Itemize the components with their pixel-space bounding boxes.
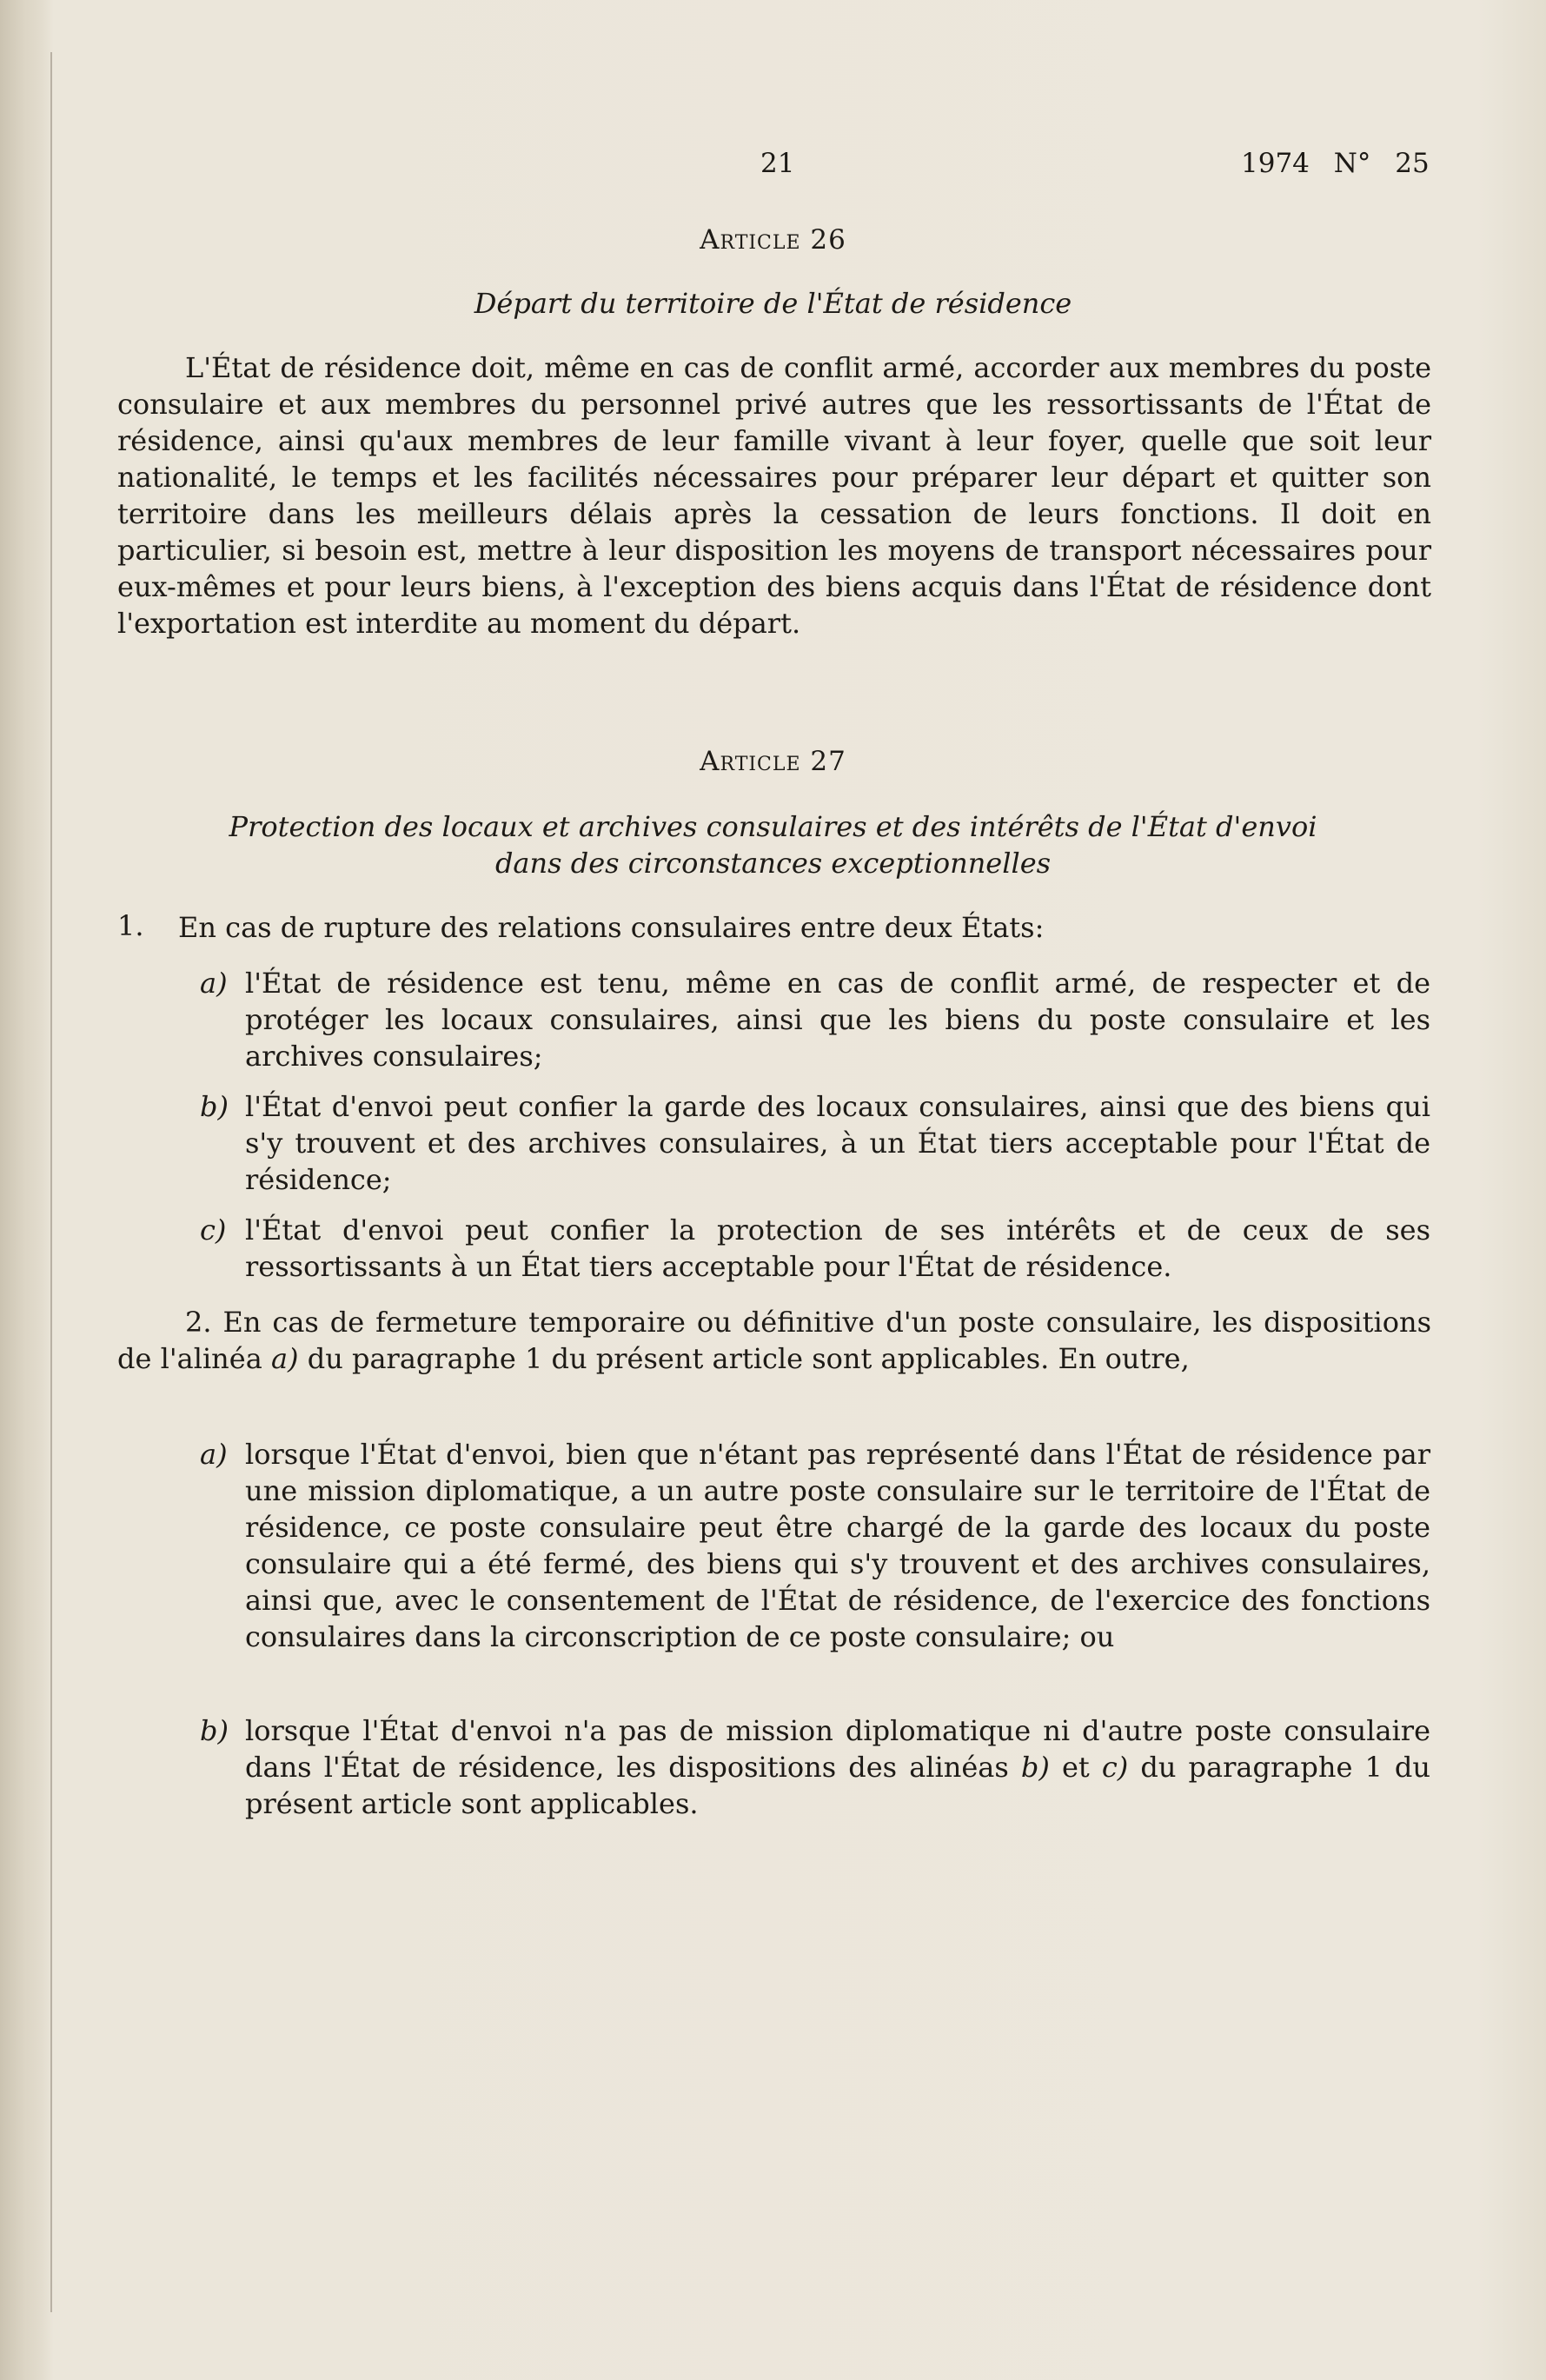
item-ref-2: c) <box>1101 1751 1129 1784</box>
paragraph-2-text-after: du paragraphe 1 du présent article sont applicables. En outre, <box>298 1342 1190 1375</box>
item-text: lorsque l'État d'envoi, bien que n'étant pas représenté dans l'État de résidence par une mission diplomatique, a un autre poste consulaire sur le territoire de l'État de résidence, ce poste consulaire peut être chargé de la garde des locaux du poste consulaire qui a été fermé, des biens qui s'y trouvent et des archives consulaires, ainsi que, avec le consentement de l'État de résidence, de l'exercice des fonctions consulaires dans la circonscription de ce poste consulaire; ou <box>245 1438 1430 1653</box>
item-text-before: lorsque l'État d'envoi n'a pas de mission diplomatique ni d'autre poste consulaire dans l'État de résidence, les dispositions des alinéas <box>245 1714 1430 1784</box>
paragraph-2-item-a <box>200 1436 1430 1655</box>
paragraph-2-text <box>117 1304 1431 1377</box>
paragraph-2-item-b <box>200 1712 1431 1822</box>
article-26-heading: Article 26 <box>700 224 846 256</box>
year-issue: 1974 N° 25 <box>1241 148 1430 179</box>
paragraph-2-text-before: En cas de fermeture temporaire ou définitive d'un poste consulaire, les dispositions de l'alinéa <box>117 1306 1432 1375</box>
paragraph-1-item-b <box>200 1088 1430 1198</box>
article-27-subtitle-line1: Protection des locaux et archives consulaires et des intérêts de l'État d'envoi <box>229 810 1317 843</box>
article-27-heading: Article 27 <box>700 746 846 777</box>
item-marker: b) <box>200 1090 229 1123</box>
paragraph-1-item-c <box>200 1212 1430 1285</box>
item-marker: c) <box>200 1213 227 1247</box>
paragraph-1-number: 1. <box>117 909 144 942</box>
page-number: 21 <box>760 148 795 179</box>
item-marker: b) <box>200 1714 229 1747</box>
item-ref-1: b) <box>1020 1751 1050 1784</box>
article-26-body <box>117 349 1431 642</box>
item-text: l'État de résidence est tenu, même en cas de conflit armé, de respecter et de protéger les locaux consulaires, ainsi que les biens du poste consulaire et les archives consulaires; <box>245 967 1430 1073</box>
paragraph-2 <box>117 1304 1431 1377</box>
paragraph-2-ref: a) <box>270 1342 299 1375</box>
item-text: l'État d'envoi peut confier la protection de ses intérêts et de ceux de ses ressortissants à un État tiers acceptable pour l'État de résidence. <box>245 1213 1430 1283</box>
gutter-edge <box>50 52 52 2312</box>
article-26-subtitle: Départ du territoire de l'État de résidence <box>474 287 1072 320</box>
item-text: l'État d'envoi peut confier la garde des locaux consulaires, ainsi que des biens qui s'y trouvent et des archives consulaires, à un État tiers acceptable pour l'État de résidence; <box>245 1090 1430 1196</box>
paragraph-1-item-a <box>200 965 1430 1074</box>
item-text-mid: et <box>1049 1751 1102 1784</box>
article-27-subtitle-line2: dans des circonstances exceptionnelles <box>494 847 1052 880</box>
item-marker: a) <box>200 1438 228 1471</box>
item-text-after: du paragraphe 1 du présent article sont applicables. <box>245 1751 1431 1820</box>
book-gutter <box>0 0 54 2380</box>
paragraph-2-number: 2. <box>185 1306 212 1339</box>
article-26-paragraph: L'État de résidence doit, même en cas de conflit armé, accorder aux membres du poste consulaire et aux membres du personnel privé autres que les ressortissants de l'État de résidence, ainsi qu'aux membres de leur famille vivant à leur foyer, quelle que soit leur nationalité, le temps et les facilités nécessaires pour préparer leur départ et quitter son territoire dans les meilleurs délais après la cessation de leurs fonctions. Il doit en particulier, si besoin est, mettre à leur disposition les moyens de transport nécessaires pour eux-mêmes et pour leurs biens, à l'exception des biens acquis dans l'État de résidence dont l'exportation est interdite au moment du départ. <box>117 351 1431 640</box>
item-marker: a) <box>200 967 228 1000</box>
paragraph-1-intro: En cas de rupture des relations consulaires entre deux États: <box>178 911 1045 944</box>
paragraph-1-text <box>178 909 1430 946</box>
